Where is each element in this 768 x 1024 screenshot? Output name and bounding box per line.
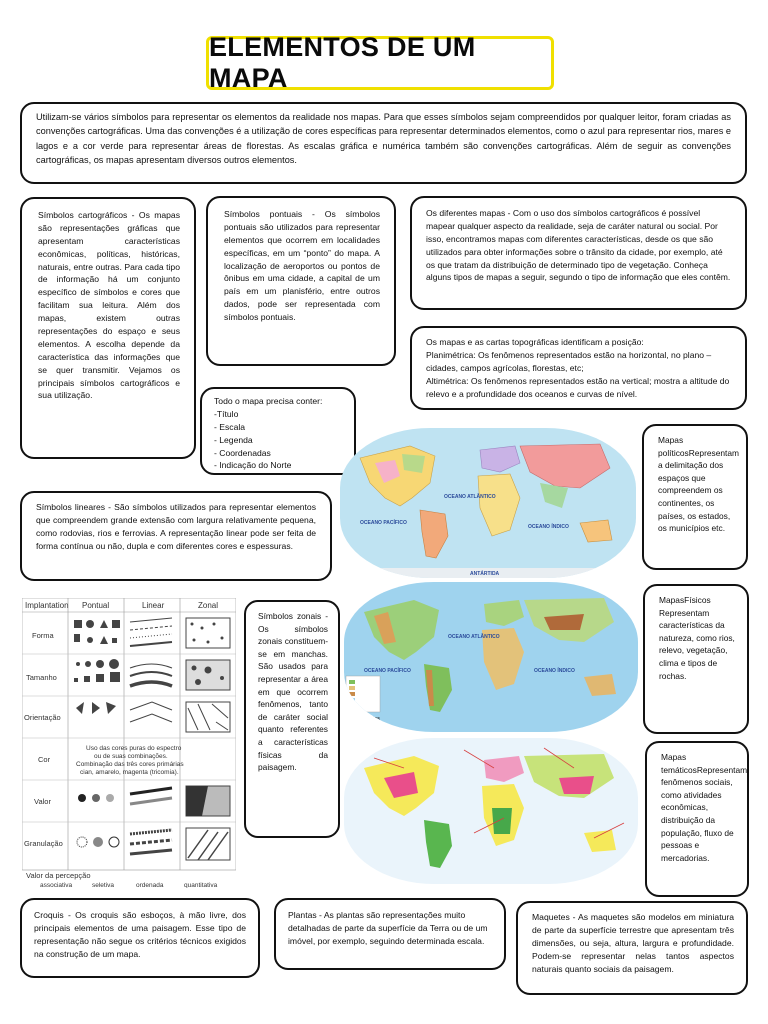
table-cor-text-1: Uso das cores puras do espectro: [86, 745, 182, 752]
simbolos-cartograficos-box: [20, 197, 196, 459]
physical-map-svg: [344, 582, 638, 732]
todo-mapa-box: [200, 387, 356, 475]
mapas-politicos-box: [642, 424, 748, 570]
mapas-fisicos-box: [643, 584, 749, 734]
physical-map: [344, 582, 638, 732]
physical-map-label-indico: OCEANO ÍNDICO: [534, 668, 575, 674]
todo-mapa-list: [214, 408, 342, 472]
intro-box: [20, 102, 747, 184]
todo-mapa-item: -Título: [214, 408, 239, 419]
physical-map-legend-title: Escala Tintas: [348, 716, 380, 722]
table-cor-text-4: cian, amarelo, magenta (tricomia).: [80, 769, 179, 776]
table-header-pontual: Pontual: [82, 601, 110, 610]
table-row-tamanho: Tamanho: [26, 673, 57, 682]
table-header-zonal: Zonal: [198, 601, 219, 610]
table-header-linear: Linear: [142, 601, 165, 610]
table-legend-seletiva: seletiva: [92, 882, 115, 888]
todo-mapa-item: - Indicação do Norte: [214, 460, 292, 471]
diferentes-mapas-box: [410, 196, 747, 310]
cartas-intro: Os mapas e as cartas topográficas identificam a posição:: [426, 337, 644, 347]
croquis-box: [20, 898, 260, 978]
table-footer: Valor da percepção: [26, 871, 91, 880]
political-map-svg: [340, 428, 636, 578]
plantas-box: [274, 898, 506, 970]
thematic-map: [344, 738, 638, 884]
thematic-map-svg: [344, 738, 638, 884]
simbolos-pontuais-box: [206, 196, 396, 366]
cartas-planimetrica: Planimétrica: Os fenômenos representados estão na horizontal, no plano – cidades, campos agrícolas, florestas, etc;: [426, 349, 712, 373]
physical-map-label-pacifico: OCEANO PACÍFICO: [364, 668, 411, 674]
simbolos-zonais-box: [244, 600, 340, 838]
croquis-text: Croquis - Os croquis são esboços, à mão livre, dos principais elementos de uma paisagem. Esse tipo de representação não segue os critérios técnicos exigidos na construção de um mapa.: [34, 910, 246, 959]
table-row-valor: Valor: [34, 797, 51, 806]
maquetes-text: Maquetes - As maquetes são modelos em miniatura de parte da superfície terrestre que apresentam três dimensões, ou seja, altura, largura e profundidade. Podem-se representar nelas tantos aspectos naturais quanto sociais da paisagem.: [532, 912, 734, 974]
simbolos-lineares-text: Símbolos lineares - São símbolos utilizados para representar elementos que compreendem grande extensão com largura relativamente pequena, como rodovias, rios e ferrovias. A representação linear pode ser feita de forma contínua ou não, dupla e com diferentes cores e espessuras.: [36, 502, 316, 551]
todo-mapa-heading: Todo o mapa precisa conter:: [214, 396, 323, 406]
cartas-topograficas-box: [410, 326, 747, 410]
title-box: [206, 32, 554, 93]
simbolos-pontuais-text: Símbolos pontuais - Os símbolos pontuais são utilizados para representar elementos que ocorrem em localidades específicas, em um “ponto” do mapa. A localização de aeroportos ou pontos de ônibus em uma cidade, a capital de um país em um planisfério, entre outros dados, pode ser representada com símbolos pontuais.: [224, 209, 380, 323]
mapas-tematicos-box: [645, 741, 749, 897]
intro-text: Utilizam-se vários símbolos para representar os elementos da realidade nos mapas. Para que esses símbolos sejam compreendidos por qualquer leitor, foram criadas as convenções cartográficas. Uma das convenções é a utilização de cores específicas para representar determinados elementos, como o azul para representar rios, mares e lagos e a cor verde para representar áreas de florestas. As escalas gráfica e numérica também são convenções cartográficas. Além de seguir as convenções cartográficas, os mapas apresentam diversos outros elementos.: [36, 112, 731, 165]
diferentes-mapas-text: Os diferentes mapas - Com o uso dos símbolos cartográficos é possível mapear qualquer aspecto da realidade, seja de caráter natural ou social. Por isso, encontramos mapas com diferentes características, desde os que são utilizados para obter informações sobre o trânsito da cidade, por exemplo, até os que tratam da distribuição de determinado tipo de vegetação. Conheça alguns tipos de mapas a seguir, segundo o tipo de informação que eles contêm.: [426, 208, 731, 283]
symbol-table: [22, 598, 236, 888]
political-map: [340, 428, 636, 578]
table-cor-text-2: ou de suas combinações.: [94, 753, 168, 760]
mapas-tematicos-text: Mapas temáticosRepresentam fenômenos sociais, como atividades econômicas, distribuição da população, fluxo de pessoas e mercadorias.: [661, 752, 748, 863]
map-label-pacifico: OCEANO PACÍFICO: [360, 520, 407, 526]
table-row-orientacao: Orientação: [24, 713, 61, 722]
table-legend-ordenada: ordenada: [136, 882, 164, 888]
mapas-politicos-text: Mapas políticosRepresentam a delimitação dos espaços que compreendem os continentes, os países, os estados, os municípios etc.: [658, 435, 739, 534]
maquetes-box: [516, 901, 748, 995]
mapas-fisicos-text: MapasFísicos Representam características da natureza, como rios, relevo, vegetação, clima e tipos de rochas.: [659, 595, 735, 681]
table-row-cor: Cor: [38, 755, 51, 764]
table-legend-quantitativa: quantitativa: [184, 882, 218, 888]
todo-mapa-item: - Coordenadas: [214, 447, 271, 458]
map-label-antartida: ANTÁRTIDA: [470, 571, 500, 577]
table-row-forma: Forma: [32, 631, 54, 640]
simbolos-lineares-box: [20, 491, 332, 581]
table-cor-text-3: Combinação das três cores primárias: [76, 761, 184, 768]
physical-map-label-atlantico: OCEANO ATLÂNTICO: [448, 634, 500, 640]
simbolos-zonais-text: Símbolos zonais - Os símbolos zonais constituem-se em manchas. São usados para representar a área em que ocorrem fenômenos, tanto de caráter social quanto referentes a características físicas da paisagem.: [258, 611, 328, 773]
table-row-granulacao: Granulação: [24, 839, 63, 848]
todo-mapa-item: - Escala: [214, 421, 246, 432]
todo-mapa-item: - Legenda: [214, 434, 253, 445]
cartas-altimetrica: Altimétrica: Os fenômenos representados estão na vertical; mostra a altitude do relevo e a profundidade dos oceanos e curvas de nível.: [426, 375, 730, 399]
map-label-indico: OCEANO ÍNDICO: [528, 524, 569, 530]
simbolos-cartograficos-text: Símbolos cartográficos - Os mapas são representações gráficas que apresentam características econômicas, políticas, históricas, naturais, entre outras. Para cada tipo de informação há um conjunto específico de símbolos e cores que facilitam sua leitura. Além dos mapas, existem outras representações do espaço e seus elementos. A escolha depende da característica das informações que se quer transmitir. Vejamos os principais símbolos cartográficos e sua utilização.: [38, 210, 180, 401]
map-label-atlantico: OCEANO ATLÂNTICO: [444, 494, 496, 500]
table-header-implantation: Implantation: [25, 601, 69, 610]
plantas-text: Plantas - As plantas são representações muito detalhadas de parte da superfície da Terra ou de um imóvel, por exemplo, seguindo determinada escala.: [288, 910, 488, 946]
table-legend-associativa: associativa: [40, 882, 73, 888]
page-title: ELEMENTOS DE UM MAPA: [209, 32, 476, 93]
